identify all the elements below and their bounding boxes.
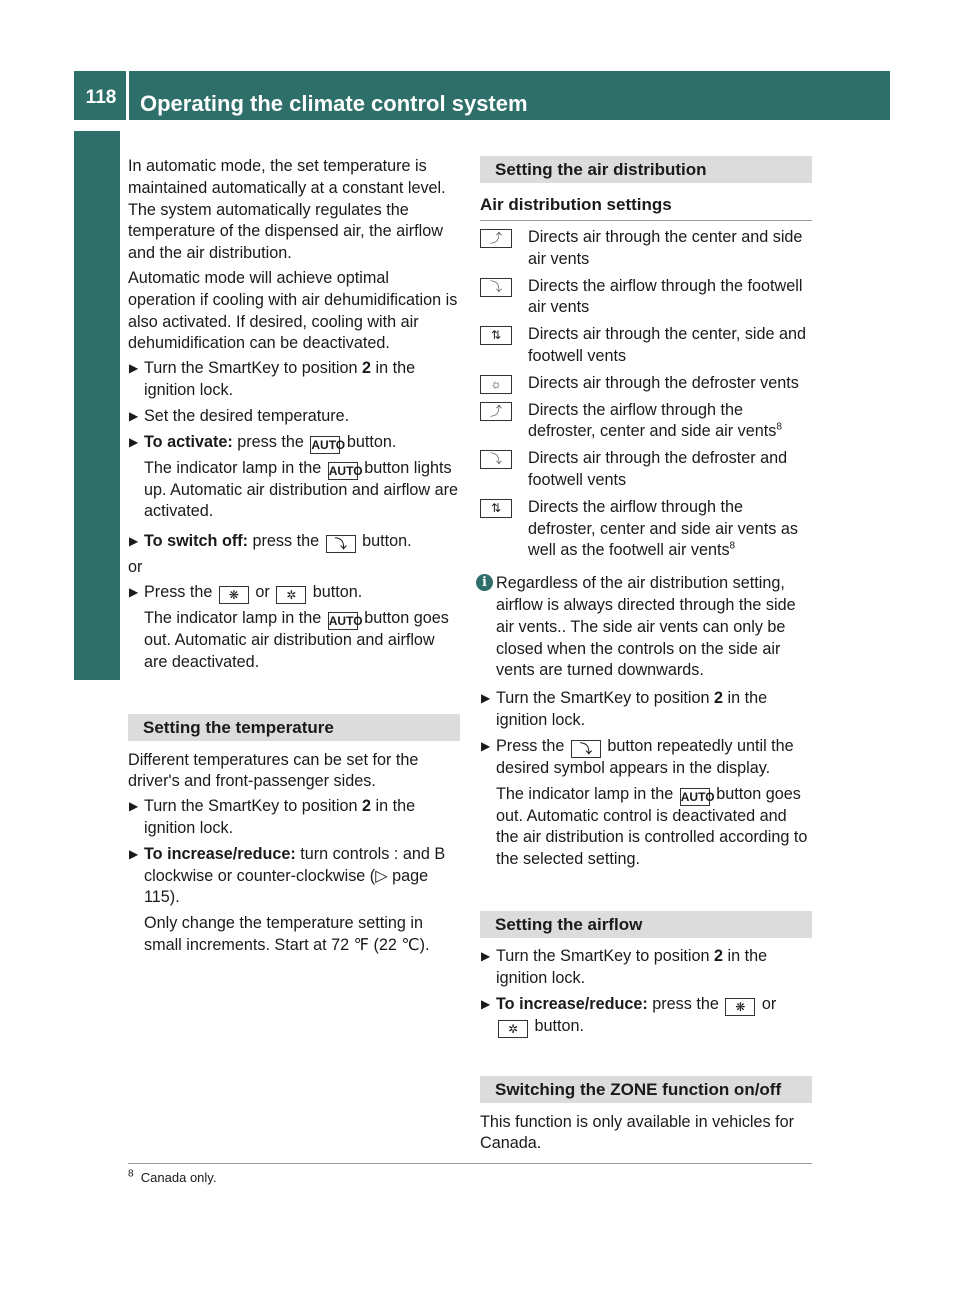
air-distribution-mode-icon: ☼ xyxy=(480,375,512,394)
subsection-heading: Air distribution settings xyxy=(480,193,812,221)
fan-decrease-button-icon: ✲ xyxy=(276,586,306,604)
paragraph: Different temperatures can be set for the driver's and front-passenger sides. xyxy=(128,750,419,791)
instruction-step: ▶ To increase/reduce: press the ❋ or ✲ button. xyxy=(481,994,777,1036)
paragraph: This function is only available in vehicles for Canada. xyxy=(480,1112,795,1153)
step-result: The indicator lamp in the AUTO button goes out. Automatic air distribution and airflow are deactivated. xyxy=(144,608,449,671)
section-heading: Setting the temperature xyxy=(128,714,460,741)
paragraph: Automatic mode will achieve optimal operation if cooling with air dehumidification is also activated. If desired, cooling with air dehumidification can be deactivated. xyxy=(128,268,458,353)
fan-increase-button-icon: ❋ xyxy=(725,998,755,1016)
air-distribution-mode-icon: ⇅ xyxy=(480,499,512,518)
auto-button-icon: AUTO xyxy=(311,437,346,452)
side-tab-label: Climate control xyxy=(83,497,108,658)
paragraph: In automatic mode, the set temperature is maintained automatically at a constant level. The system automatically regulates the temperature of the dispensed air, the airflow and the air distribution. xyxy=(128,157,446,263)
instruction-step: ▶ Press the ❋ or ✲ button. xyxy=(129,582,363,602)
instruction-step: ▶ Turn the SmartKey to position 2 in the ignition lock. xyxy=(481,689,768,729)
page-number: 118 xyxy=(85,87,117,108)
distribution-setting-row xyxy=(480,274,812,323)
distribution-setting-text: Directs air through the defroster and footwell vents xyxy=(528,449,788,489)
info-icon: i xyxy=(476,574,493,591)
arrow-icon: ▶ xyxy=(129,434,139,449)
distribution-setting-text: Directs the airflow through the footwell air vents xyxy=(528,276,803,317)
section-heading: Setting the airflow xyxy=(480,911,812,938)
distribution-setting-row xyxy=(480,225,812,274)
arrow-icon: ▶ xyxy=(129,534,139,549)
instruction-step: ▶ Turn the SmartKey to position 2 in the ignition lock. xyxy=(129,797,416,837)
arrow-icon: ▶ xyxy=(481,738,491,753)
instruction-step: ▶ To switch off: press the ⤵ button. xyxy=(129,532,412,552)
air-distribution-mode-icon: ⤵ xyxy=(480,278,512,297)
page-title: Operating the climate control system xyxy=(140,91,528,116)
instruction-step: ▶ To activate: press the AUTO button. xyxy=(129,432,397,452)
footnote-number: 8 xyxy=(128,1168,134,1180)
air-distribution-mode-icon: ⤵ xyxy=(480,450,512,469)
section-heading: Switching the ZONE function on/off xyxy=(480,1076,812,1103)
air-distribution-button-icon: ⤵ xyxy=(571,740,601,758)
arrow-icon: ▶ xyxy=(481,996,491,1011)
arrow-icon: ▶ xyxy=(481,691,491,706)
step-result: Only change the temperature setting in small increments. Start at 72 ℉ (22 ℃). xyxy=(144,914,430,954)
auto-button-icon: AUTO xyxy=(328,613,363,628)
air-distribution-mode-icon: ⤴ xyxy=(480,402,512,421)
distribution-setting-row xyxy=(480,446,812,495)
info-note: i Regardless of the air distribution setting, airflow is always directed through the side air vents.. The side air vents can only be closed when the controls on the side air vents are turned downwards. xyxy=(480,573,812,682)
arrow-icon: ▶ xyxy=(129,584,139,599)
section-heading: Setting the air distribution xyxy=(480,156,812,183)
air-distribution-button-icon: ⤵ xyxy=(326,535,356,553)
distribution-setting-row xyxy=(480,371,812,398)
auto-button-icon: AUTO xyxy=(328,463,363,478)
arrow-icon: ▶ xyxy=(129,408,139,423)
distribution-setting-text: Directs air through the center, side and footwell vents xyxy=(528,325,807,365)
instruction-step: ▶ Set the desired temperature. xyxy=(128,406,460,428)
control-marker-1: : xyxy=(393,844,399,863)
control-marker-b: B xyxy=(434,844,446,863)
instruction-step: ▶ Turn the SmartKey to position 2 in the ignition lock. xyxy=(129,359,416,399)
arrow-icon: ▶ xyxy=(481,948,491,963)
air-distribution-table xyxy=(480,225,812,565)
fan-decrease-button-icon: ✲ xyxy=(498,1020,528,1038)
paragraph: or xyxy=(128,558,143,577)
header-separator xyxy=(126,71,129,120)
left-column xyxy=(128,156,460,961)
air-distribution-mode-icon: ⇅ xyxy=(480,326,512,345)
page-ref-icon: ▷ xyxy=(375,866,388,885)
auto-button-icon: AUTO xyxy=(680,789,715,804)
distribution-setting-text: Directs air through the center and side air vents xyxy=(528,228,803,268)
instruction-step: ▶ To increase/reduce: turn controls : and B clockwise or counter-clockwise (▷ page 115). xyxy=(129,844,446,907)
step-result: The indicator lamp in the AUTO button lights up. Automatic air distribution and airflow are activated. xyxy=(144,458,459,521)
air-distribution-mode-icon: ⤴ xyxy=(480,229,512,248)
footnote-text: Canada only. xyxy=(140,1170,217,1185)
right-column xyxy=(480,156,812,1158)
distribution-setting-text: Directs air through the defroster vents xyxy=(528,373,799,392)
instruction-step: ▶ Press the ⤵ button repeatedly until the desired symbol appears in the display. xyxy=(481,736,794,777)
distribution-setting-text: Directs the airflow through the defroster, center and side air vents$^8$ xyxy=(528,400,782,441)
distribution-setting-text: Directs the airflow through the defroster, center and side air vents as well as the footwell air vents$^8$ xyxy=(528,497,798,560)
footnote-ref: 8 xyxy=(729,540,736,552)
arrow-icon: ▶ xyxy=(129,799,139,814)
instruction-step: ▶ Turn the SmartKey to position 2 in the ignition lock. xyxy=(481,946,768,987)
fan-increase-button-icon: ❋ xyxy=(219,586,249,604)
arrow-icon: ▶ xyxy=(129,846,139,861)
distribution-setting-row xyxy=(480,495,812,565)
arrow-icon: ▶ xyxy=(129,361,139,376)
footnote xyxy=(128,1163,812,1188)
distribution-setting-row xyxy=(480,398,812,447)
distribution-setting-row xyxy=(480,322,812,371)
footnote-ref: 8 xyxy=(776,421,782,433)
step-result: The indicator lamp in the AUTO button goes out. Automatic control is deactivated and the air distribution is controlled according to the selected setting. xyxy=(496,784,808,869)
